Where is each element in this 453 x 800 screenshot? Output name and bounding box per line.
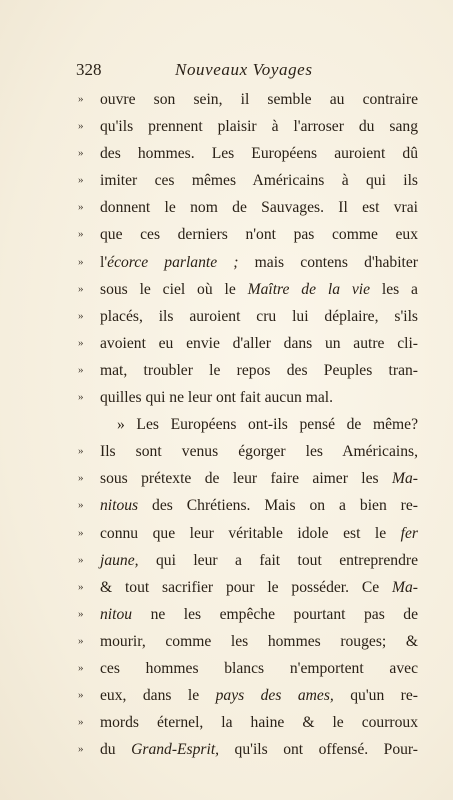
roman-text: mat, troubler le repos des Peuples tran-: [100, 361, 418, 379]
roman-text: qu'ils prennent plaisir à l'arroser du sang: [100, 118, 418, 136]
quotation-mark: »: [78, 499, 84, 512]
line-text: [100, 140, 418, 167]
roman-text: que ces derniers n'ont pas comme eux: [100, 226, 418, 244]
line-text: [100, 601, 418, 628]
roman-text: sous prétexte de leur faire aimer les: [100, 470, 393, 488]
roman-text: placés, ils auroient cru lui déplaire, s'ils: [100, 307, 418, 325]
line-text: [100, 736, 418, 763]
roman-text: qui leur a fait tout entreprendre: [138, 551, 418, 569]
page-number: 328: [76, 60, 102, 79]
italic-text: Ma-: [392, 470, 418, 488]
quotation-mark: »: [78, 282, 84, 295]
text-line: [78, 113, 418, 140]
text-line: [78, 330, 418, 357]
line-text: [100, 330, 418, 357]
line-text: [100, 194, 418, 221]
line-text: [100, 655, 418, 682]
italic-text: nitou: [100, 605, 133, 623]
running-head: Nouveaux Voyages: [175, 60, 313, 79]
roman-text: eux, dans le: [100, 687, 216, 705]
text-line: [78, 520, 418, 547]
line-text: [100, 276, 418, 303]
quotation-mark: »: [78, 120, 84, 133]
text-line: [78, 492, 418, 519]
quotation-mark: »: [78, 363, 84, 376]
quotation-mark: »: [78, 255, 84, 268]
line-text: [100, 709, 418, 736]
page-header: [76, 60, 406, 82]
roman-text: sous le ciel où le: [100, 280, 248, 298]
text-line: [78, 574, 418, 601]
text-line: [78, 682, 418, 709]
roman-text: l': [100, 253, 108, 271]
line-text: [100, 520, 418, 547]
line-text: [100, 86, 418, 113]
text-line: [78, 411, 418, 438]
text-line: [78, 438, 418, 465]
line-text: [100, 384, 418, 411]
text-line: [78, 86, 418, 113]
quotation-mark: »: [78, 472, 84, 485]
quotation-mark: »: [78, 228, 84, 241]
quotation-mark: »: [78, 336, 84, 349]
line-text: [100, 465, 418, 492]
line-text: [100, 249, 418, 276]
text-line: [78, 628, 418, 655]
line-text: [100, 167, 418, 194]
roman-text: & tout sacrifier pour le posséder. Ce: [100, 578, 393, 596]
quotation-mark: »: [78, 689, 84, 702]
roman-text: imiter ces mêmes Américains à qui ils: [100, 172, 418, 190]
roman-text: mords éternel, la haine & le courroux: [100, 714, 418, 732]
line-text: [100, 411, 418, 438]
italic-text: pays des ames,: [215, 687, 334, 705]
roman-text: qu'ils ont offensé. Pour-: [219, 741, 418, 759]
roman-text: ouvre son sein, il semble au contraire: [100, 91, 418, 108]
roman-text: Ils sont venus égorger les Américains,: [100, 443, 418, 461]
line-text: [100, 438, 418, 465]
text-line: [78, 709, 418, 736]
roman-text: avoient eu envie d'aller dans un autre cli-: [100, 334, 418, 352]
line-text: [100, 628, 418, 655]
roman-text: mais contens d'habiter: [238, 253, 418, 271]
text-line: [78, 465, 418, 492]
roman-text: des Chrétiens. Mais on a bien re-: [138, 497, 418, 515]
text-line: [78, 167, 418, 194]
roman-text: du: [100, 741, 132, 759]
body-text: [78, 86, 418, 763]
quotation-mark: »: [78, 743, 84, 756]
text-line: [78, 221, 418, 248]
line-text: [100, 303, 418, 330]
line-text: [100, 357, 418, 384]
quotation-mark: »: [78, 147, 84, 160]
line-text: [100, 221, 418, 248]
quotation-mark: »: [78, 553, 84, 566]
quotation-mark: »: [78, 580, 84, 593]
text-line: [78, 194, 418, 221]
quotation-mark: »: [78, 309, 84, 322]
roman-text: » Les Européens ont-ils pensé de même?: [117, 416, 418, 434]
quotation-mark: »: [78, 634, 84, 647]
text-line: [78, 601, 418, 628]
quotation-mark: »: [78, 526, 84, 539]
roman-text: les a: [370, 280, 418, 298]
line-text: [100, 113, 418, 140]
line-text: [100, 547, 418, 574]
roman-text: ne les empêche pourtant pas de: [132, 605, 418, 623]
italic-text: Ma-: [392, 578, 418, 596]
text-line: [78, 655, 418, 682]
quotation-mark: »: [78, 661, 84, 674]
text-line: [78, 736, 418, 763]
roman-text: des hommes. Les Européens auroient dû: [100, 145, 418, 163]
italic-text: Maître de la vie: [247, 280, 371, 298]
italic-text: nitous: [100, 497, 139, 515]
quotation-mark: »: [78, 391, 84, 404]
text-line: [78, 303, 418, 330]
roman-text: quilles qui ne leur ont fait aucun mal.: [100, 389, 333, 407]
text-line: [78, 384, 418, 411]
text-line: [78, 357, 418, 384]
italic-text: fer: [400, 524, 418, 542]
roman-text: connu que leur véritable idole est le: [100, 524, 401, 542]
quotation-mark: »: [78, 93, 84, 105]
italic-text: jaune,: [100, 551, 139, 569]
quotation-mark: »: [78, 201, 84, 214]
text-line: [78, 276, 418, 303]
line-text: [100, 682, 418, 709]
roman-text: donnent le nom de Sauvages. Il est vrai: [100, 199, 418, 217]
quotation-mark: »: [78, 174, 84, 187]
roman-text: ces hommes blancs n'emportent avec: [100, 659, 418, 677]
italic-text: Grand-Esprit,: [131, 741, 220, 759]
roman-text: mourir, comme les hommes rouges; &: [100, 632, 418, 650]
line-text: [100, 492, 418, 519]
quotation-mark: »: [78, 716, 84, 729]
italic-text: écorce parlante ;: [107, 253, 239, 271]
text-line: [78, 249, 418, 276]
quotation-mark: »: [78, 445, 84, 458]
text-line: [78, 140, 418, 167]
text-line: [78, 547, 418, 574]
line-text: [100, 574, 418, 601]
quotation-mark: »: [78, 607, 84, 620]
roman-text: qu'un re-: [333, 687, 418, 705]
